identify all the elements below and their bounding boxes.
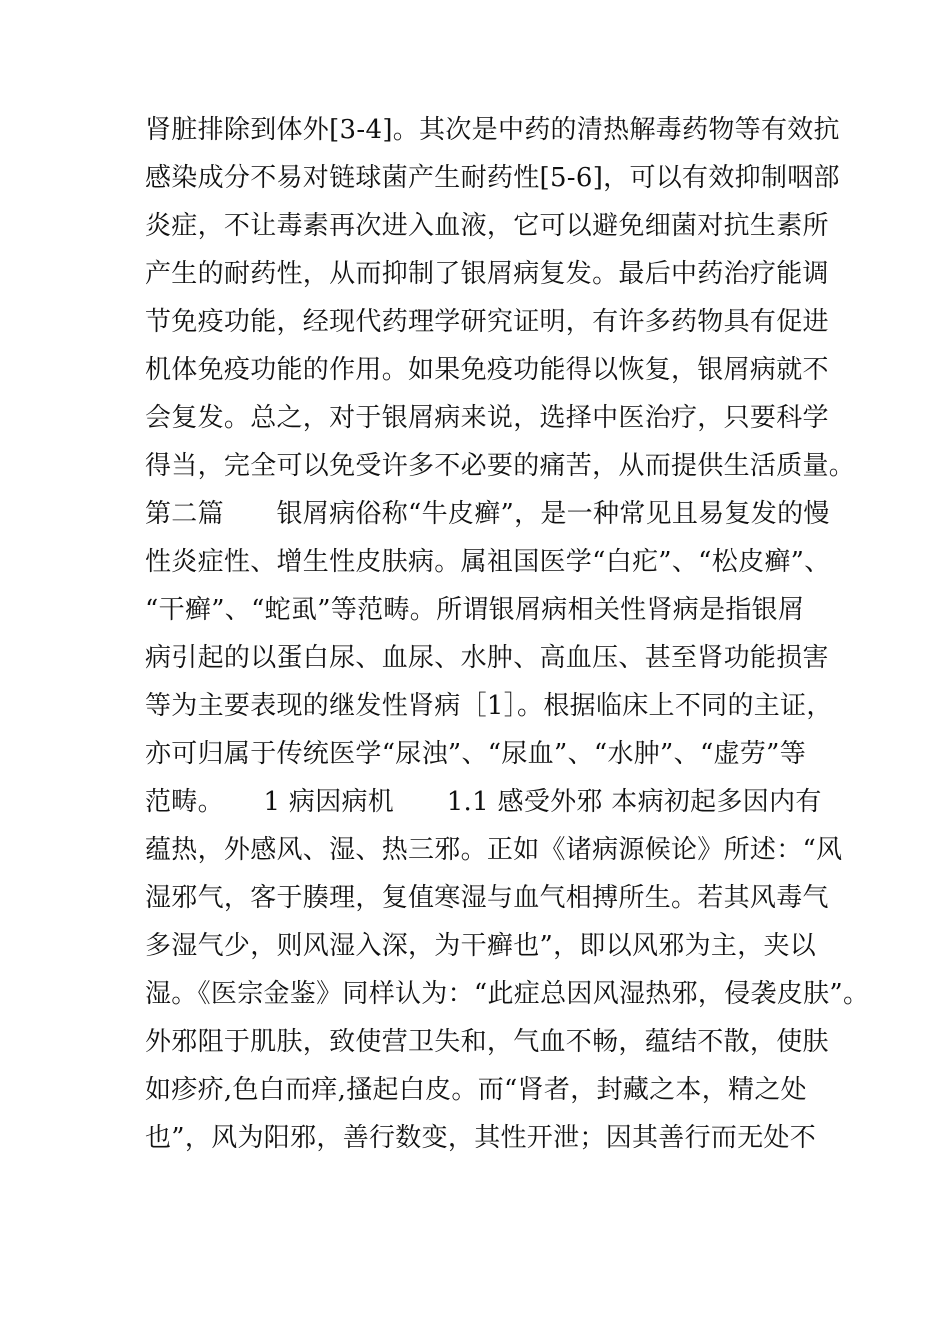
text-line-21: 如疹疥,色白而痒,搔起白皮。而“肾者，封藏之本，精之处 xyxy=(145,1075,807,1105)
text-line-14: 亦可归属于传统医学“尿浊”、“尿血”、“水肿”、“虚劳”等 xyxy=(145,739,807,769)
text-line-11: “干癣”、“蛇虱”等范畴。所谓银屑病相关性肾病是指银屑 xyxy=(145,595,805,625)
text-line-5: 节免疫功能，经现代药理学研究证明，有许多药物具有促进 xyxy=(145,307,829,337)
text-line-22: 也”，风为阳邪，善行数变，其性开泄；因其善行而无处不 xyxy=(145,1123,817,1153)
text-line-16: 蕴热，外感风、湿、热三邪。正如《诸病源候论》所述：“风 xyxy=(145,835,843,865)
text-line-4: 产生的耐药性，从而抑制了银屑病复发。最后中药治疗能调 xyxy=(145,259,829,289)
body-text xyxy=(145,106,870,1162)
text-line-10: 性炎症性、增生性皮肤病。属祖国医学“白疕”、“松皮癣”、 xyxy=(145,547,831,577)
text-line-6: 机体免疫功能的作用。如果免疫功能得以恢复，银屑病就不 xyxy=(145,355,829,385)
text-line-19: 湿。《医宗金鉴》同样认为：“此症总因风湿热邪，侵袭皮肤”。 xyxy=(145,979,870,1009)
text-line-7: 会复发。总之，对于银屑病来说，选择中医治疗，只要科学 xyxy=(145,403,829,433)
text-line-20: 外邪阻于肌肤，致使营卫失和，气血不畅，蕴结不散，使肤 xyxy=(145,1027,829,1057)
text-line-2: 感染成分不易对链球菌产生耐药性[5-6]，可以有效抑制咽部 xyxy=(145,163,840,193)
text-line-17: 湿邪气，客于腠理，复值寒湿与血气相搏所生。若其风毒气 xyxy=(145,883,829,913)
text-line-9: 第二篇 银屑病俗称“牛皮癣”，是一种常见且易复发的慢 xyxy=(145,499,830,529)
text-line-13: 等为主要表现的继发性肾病［1］。根据临床上不同的主证， xyxy=(145,691,833,721)
text-line-1: 肾脏排除到体外[3-4]。其次是中药的清热解毒药物等有效抗 xyxy=(145,115,840,145)
text-line-15: 范畴。 1 病因病机 1.1 感受外邪 本病初起多因内有 xyxy=(145,787,822,817)
text-line-3: 炎症，不让毒素再次进入血液，它可以避免细菌对抗生素所 xyxy=(145,211,829,241)
text-line-8: 得当，完全可以免受许多不必要的痛苦，从而提供生活质量。 xyxy=(145,451,856,481)
text-line-12: 病引起的以蛋白尿、血尿、水肿、高血压、甚至肾功能损害 xyxy=(145,643,829,673)
text-line-18: 多湿气少，则风湿入深，为干癣也”，即以风邪为主，夹以 xyxy=(145,931,817,961)
